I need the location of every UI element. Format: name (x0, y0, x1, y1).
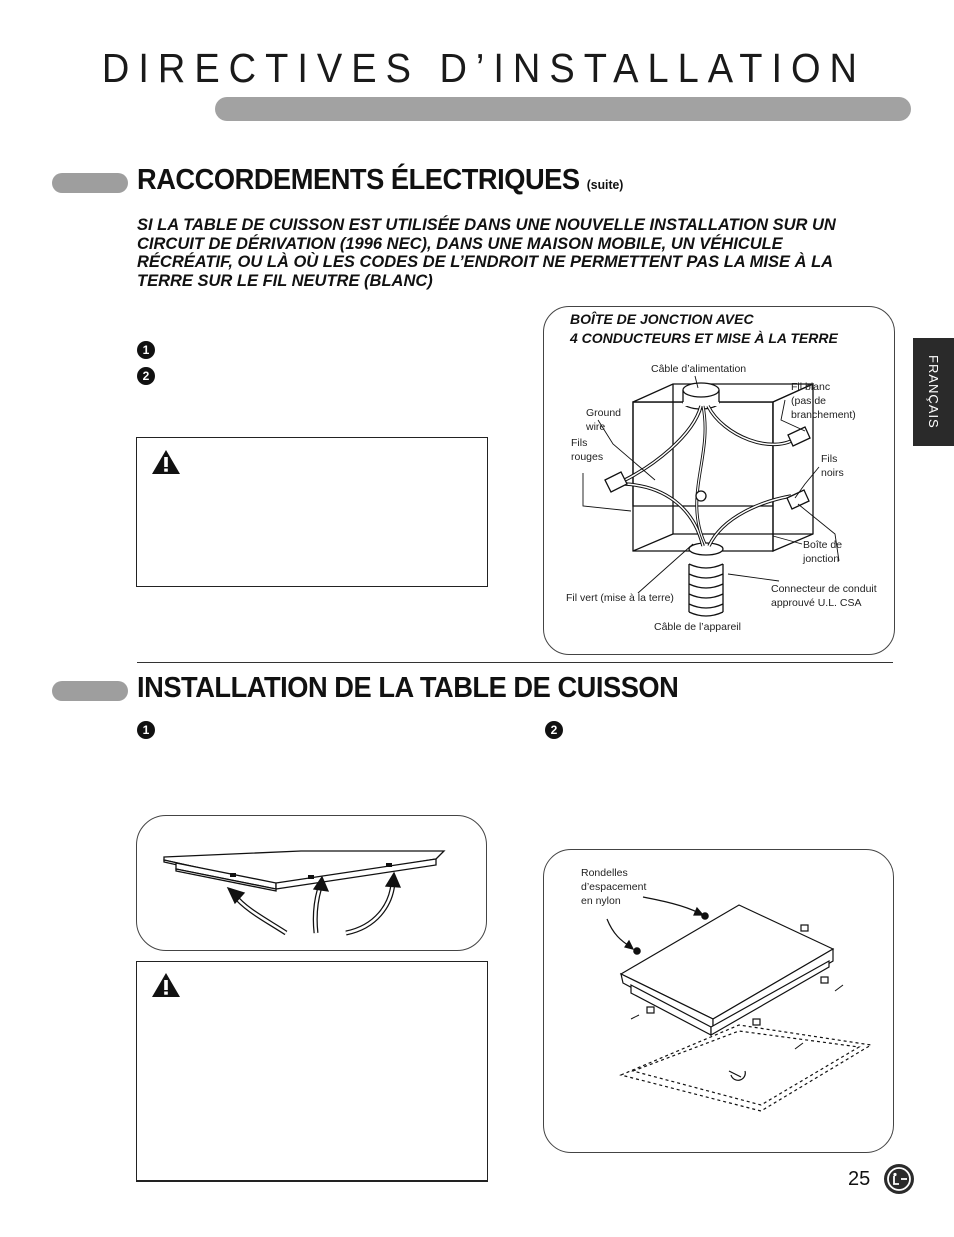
step-number-1b: 1 (137, 721, 155, 739)
language-tab-label: FRANÇAIS (926, 355, 941, 429)
step-number-2: 2 (137, 367, 155, 385)
label-fils-noirs (821, 452, 844, 480)
section-title-electrical-text: RACCORDEMENTS ÉLECTRIQUES (137, 164, 580, 196)
label-boite-line2: jonction (803, 553, 840, 565)
lg-logo-mark-icon (884, 1164, 914, 1194)
label-noirs-line1: Fils (821, 453, 838, 465)
label-connecteur-line1: Connecteur de conduit (771, 583, 877, 595)
label-rondelles-line2: d’espacement (581, 881, 647, 893)
section-subheading: SI LA TABLE DE CUISSON EST UTILISÉE DANS UNE NOUVELLE INSTALLATION SUR UN CIRCUIT DE DÉRIVATION (1996 NEC), DANS UNE MAISON MOBILE, UN VÉHICULE RÉCRÉATIF, OU LÀ OÙ LES CODES DE L’ENDROIT NE PERMETTENT PAS LA MISE À LA TERRE SUR LE FIL NEUTRE (BLANC) (137, 216, 836, 290)
label-rondelles-line1: Rondelles (581, 867, 628, 879)
label-rouges-line2: rouges (571, 451, 604, 463)
label-fil-blanc (791, 380, 856, 422)
label-ground-line1: Ground (586, 407, 622, 419)
section-title-cooktop: INSTALLATION DE LA TABLE DE CUISSON (137, 672, 679, 704)
label-fils-rouges (571, 436, 603, 464)
warning-icon-2 (151, 972, 181, 998)
label-rondelles-line3: en nylon (581, 895, 621, 907)
cooktop-insertion-drawing (543, 849, 892, 1151)
step-number-1: 1 (137, 341, 155, 359)
warning-icon (151, 449, 181, 475)
section-pill-cooktop (52, 681, 128, 701)
label-boite-line1: Boîte de (803, 539, 843, 551)
step-number-2b: 2 (545, 721, 563, 739)
diagram-title-line1: BOÎTE DE JONCTION AVEC (570, 311, 754, 327)
label-ground-wire (586, 406, 621, 434)
label-fil-blanc-line3: branchement) (791, 409, 856, 421)
label-fil-blanc-line1: Fil blanc (791, 381, 831, 393)
label-connecteur (771, 582, 877, 610)
section-pill-electrical (52, 173, 128, 193)
label-fil-vert: Fil vert (mise à la terre) (566, 592, 674, 604)
section-divider (137, 662, 893, 663)
label-boite-jonction (803, 538, 842, 566)
page-title: DIRECTIVES D’INSTALLATION (101, 46, 866, 92)
label-cable-appareil: Câble de l’appareil (654, 621, 741, 633)
label-ground-line2: wire (586, 421, 606, 433)
label-rouges-line1: Fils (571, 437, 588, 449)
cooktop-lift-drawing (136, 815, 485, 949)
section-title-suffix: (suite) (586, 177, 624, 192)
label-noirs-line2: noirs (821, 467, 844, 479)
label-connecteur-line2: approuvé U.L. CSA (771, 597, 862, 609)
page-number: 25 (848, 1168, 871, 1190)
warning-box-installation (136, 961, 488, 1182)
label-cable-alimentation: Câble d’alimentation (651, 363, 747, 375)
warning-box-electrical (136, 437, 488, 587)
section-title-electrical (137, 164, 623, 197)
diagram-title-line2: 4 CONDUCTEURS ET MISE À LA TERRE (570, 330, 838, 346)
title-bar (215, 97, 911, 121)
label-fil-blanc-line2: (pas de (791, 395, 827, 407)
